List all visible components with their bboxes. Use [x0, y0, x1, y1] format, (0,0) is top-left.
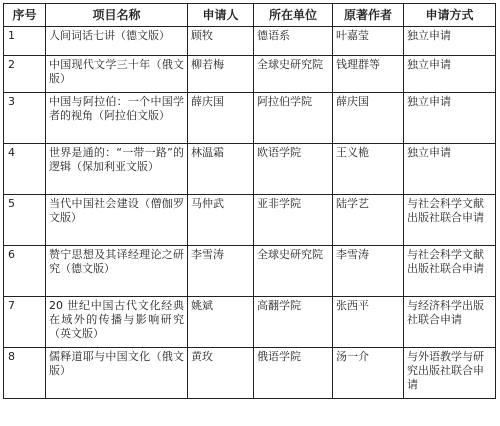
row-method: 独立申请 — [404, 27, 496, 56]
header-no: 序号 — [4, 4, 46, 27]
row-applicant: 李雪涛 — [188, 246, 254, 297]
row-unit: 亚非学院 — [254, 195, 333, 246]
row-unit: 阿拉伯学院 — [254, 93, 333, 144]
row-applicant: 姚斌 — [188, 297, 254, 348]
table-row — [4, 246, 496, 297]
row-author: 钱理群等 — [333, 56, 404, 93]
row-unit: 俄语学院 — [254, 348, 333, 399]
row-method: 与社会科学文献出版社联合申请 — [404, 246, 496, 297]
table-row — [4, 93, 496, 144]
row-author: 叶嘉莹 — [333, 27, 404, 56]
row-unit: 欧语学院 — [254, 144, 333, 195]
project-table — [3, 3, 496, 399]
row-author: 王义桅 — [333, 144, 404, 195]
row-no: 1 — [4, 27, 46, 56]
row-no: 6 — [4, 246, 46, 297]
row-author: 陆学艺 — [333, 195, 404, 246]
row-title: 中国现代文学三十年（俄文版） — [46, 56, 188, 93]
row-method: 独立申请 — [404, 56, 496, 93]
header-author: 原著作者 — [333, 4, 404, 27]
row-no: 3 — [4, 93, 46, 144]
row-no: 5 — [4, 195, 46, 246]
table-header-row — [4, 4, 496, 27]
row-title: 世界是通的：“一带一路”的逻辑（保加利亚文版） — [46, 144, 188, 195]
row-applicant: 柳若梅 — [188, 56, 254, 93]
row-applicant: 顾牧 — [188, 27, 254, 56]
row-title: 当代中国社会建设（僧伽罗文版） — [46, 195, 188, 246]
row-unit: 全球史研究院 — [254, 56, 333, 93]
table-row — [4, 297, 496, 348]
row-method: 与社会科学文献出版社联合申请 — [404, 195, 496, 246]
row-applicant: 薛庆国 — [188, 93, 254, 144]
row-author: 薛庆国 — [333, 93, 404, 144]
row-method: 独立申请 — [404, 144, 496, 195]
table-row — [4, 56, 496, 93]
row-unit: 高翻学院 — [254, 297, 333, 348]
row-title: 中国与阿拉伯：一个中国学者的视角（阿拉伯文版） — [46, 93, 188, 144]
table-row — [4, 27, 496, 56]
row-title: 儒释道耶与中国文化（俄文版） — [46, 348, 188, 399]
row-no: 7 — [4, 297, 46, 348]
row-applicant: 马仲武 — [188, 195, 254, 246]
row-method: 与外语教学与研究出版社联合申请 — [404, 348, 496, 399]
table-row — [4, 348, 496, 399]
row-method: 与经济科学出版社联合申请 — [404, 297, 496, 348]
row-title: 人间词话七讲（德文版） — [46, 27, 188, 56]
row-unit: 德语系 — [254, 27, 333, 56]
row-author: 张西平 — [333, 297, 404, 348]
row-author: 汤一介 — [333, 348, 404, 399]
row-applicant: 黄玫 — [188, 348, 254, 399]
row-no: 2 — [4, 56, 46, 93]
header-unit: 所在单位 — [254, 4, 333, 27]
row-no: 4 — [4, 144, 46, 195]
row-title: 赞宁思想及其译经理论之研究（德文版） — [46, 246, 188, 297]
row-title: 20 世纪中国古代文化经典在域外的传播与影响研究（英文版） — [46, 297, 188, 348]
row-applicant: 林温霜 — [188, 144, 254, 195]
table-row — [4, 144, 496, 195]
row-method: 独立申请 — [404, 93, 496, 144]
header-method: 申请方式 — [404, 4, 496, 27]
row-unit: 全球史研究院 — [254, 246, 333, 297]
header-title: 项目名称 — [46, 4, 188, 27]
header-applicant: 申请人 — [188, 4, 254, 27]
row-author: 李雪涛 — [333, 246, 404, 297]
table-row — [4, 195, 496, 246]
row-no: 8 — [4, 348, 46, 399]
